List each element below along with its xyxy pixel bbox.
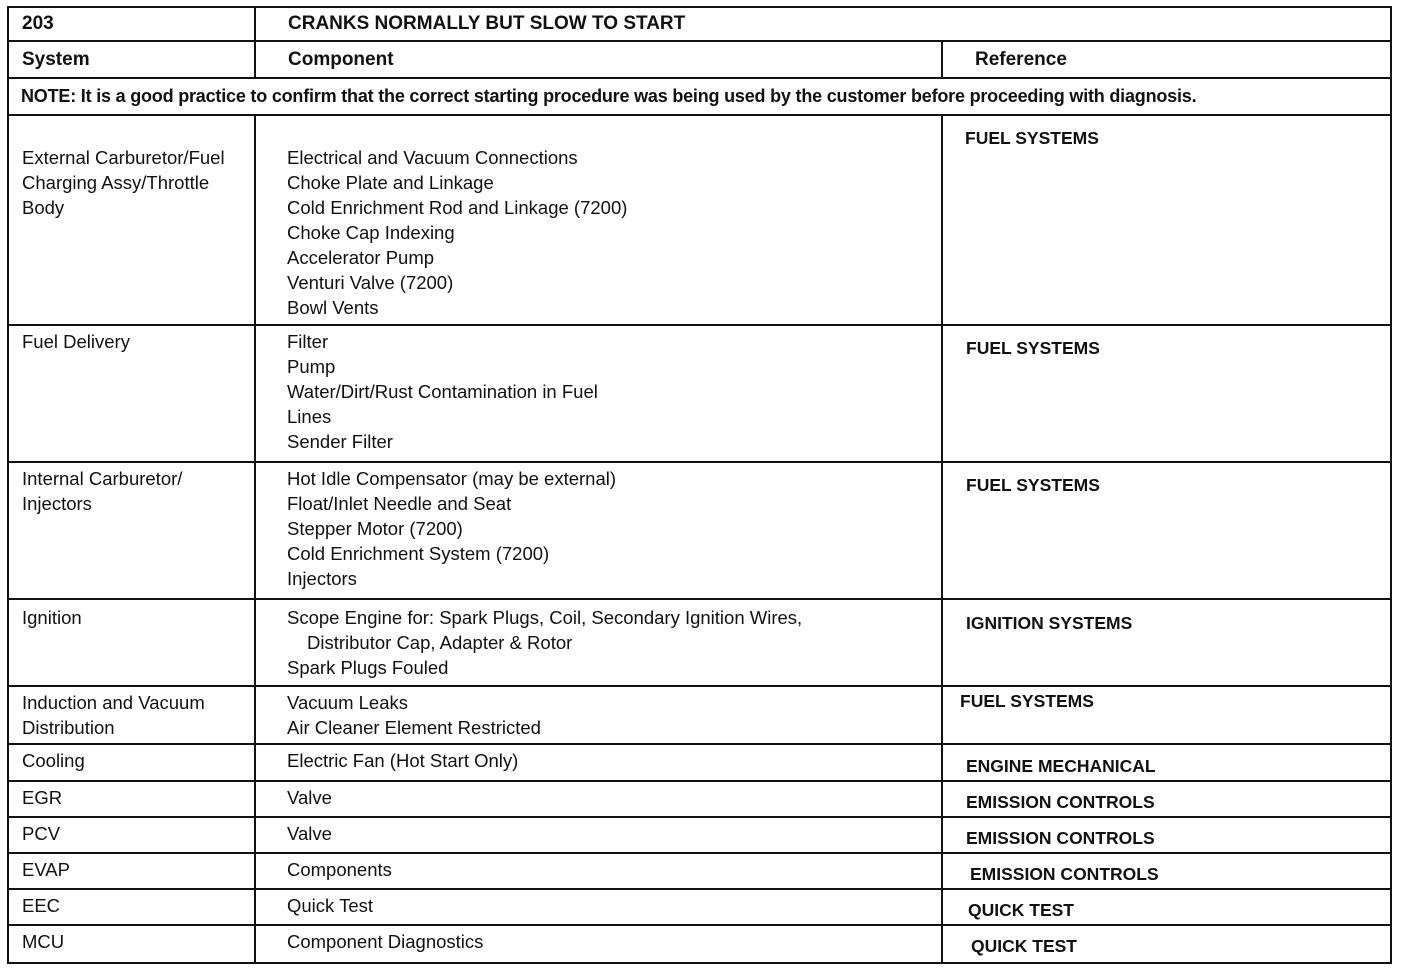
component-cell: Valve: [255, 781, 942, 817]
system-cell: Ignition: [8, 599, 255, 686]
table-row: [8, 744, 1391, 781]
note-text: NOTE: It is a good practice to confirm that the correct starting procedure was being used by the customer before proceeding with diagnosis.: [8, 78, 1391, 115]
component-cell: Scope Engine for: Spark Plugs, Coil, Secondary Ignition Wires, Distributor Cap, Adapter & Rotor Spark Plugs Fouled: [255, 599, 942, 686]
table-row: [8, 115, 1391, 325]
component-cell: Component Diagnostics: [255, 925, 942, 963]
system-cell: MCU: [8, 925, 255, 963]
note-row: [8, 78, 1391, 115]
title-row: [8, 7, 1391, 41]
component-cell: Quick Test: [255, 889, 942, 925]
column-header-row: [8, 41, 1391, 78]
reference-cell: FUEL SYSTEMS: [942, 686, 1391, 744]
table-row: [8, 817, 1391, 853]
reference-cell: EMISSION CONTROLS: [942, 853, 1391, 889]
system-cell: Cooling: [8, 744, 255, 781]
system-cell: Internal Carburetor/ Injectors: [8, 462, 255, 599]
page-title: CRANKS NORMALLY BUT SLOW TO START: [255, 7, 1391, 41]
reference-cell: FUEL SYSTEMS: [942, 462, 1391, 599]
component-cell: Vacuum Leaks Air Cleaner Element Restricted: [255, 686, 942, 744]
table-row: [8, 599, 1391, 686]
component-cell: Hot Idle Compensator (may be external) Float/Inlet Needle and Seat Stepper Motor (7200) Cold Enrichment System (7200) Injectors: [255, 462, 942, 599]
column-header-system: System: [8, 41, 255, 78]
system-cell: External Carburetor/Fuel Charging Assy/Throttle Body: [8, 115, 255, 325]
system-cell: EGR: [8, 781, 255, 817]
component-cell: Components: [255, 853, 942, 889]
reference-cell: QUICK TEST: [942, 889, 1391, 925]
column-header-component: Component: [255, 41, 942, 78]
system-cell: EVAP: [8, 853, 255, 889]
table-row: [8, 853, 1391, 889]
reference-cell: FUEL SYSTEMS: [942, 115, 1391, 325]
component-cell: Electric Fan (Hot Start Only): [255, 744, 942, 781]
table-row: [8, 462, 1391, 599]
system-cell: PCV: [8, 817, 255, 853]
reference-cell: EMISSION CONTROLS: [942, 817, 1391, 853]
column-header-reference: Reference: [942, 41, 1391, 78]
reference-cell: IGNITION SYSTEMS: [942, 599, 1391, 686]
table-row: [8, 925, 1391, 963]
table-row: [8, 686, 1391, 744]
component-cell: Electrical and Vacuum Connections Choke Plate and Linkage Cold Enrichment Rod and Linkage (7200) Choke Cap Indexing Accelerator Pump Venturi Valve (7200) Bowl Vents: [255, 115, 942, 325]
system-cell: EEC: [8, 889, 255, 925]
diagnosis-table: [7, 6, 1392, 964]
reference-cell: EMISSION CONTROLS: [942, 781, 1391, 817]
chart-code: 203: [8, 7, 255, 41]
component-cell: Valve: [255, 817, 942, 853]
reference-cell: ENGINE MECHANICAL: [942, 744, 1391, 781]
reference-cell: QUICK TEST: [942, 925, 1391, 963]
system-cell: Induction and Vacuum Distribution: [8, 686, 255, 744]
system-cell: Fuel Delivery: [8, 325, 255, 462]
component-cell: Filter Pump Water/Dirt/Rust Contamination in Fuel Lines Sender Filter: [255, 325, 942, 462]
table-row: [8, 889, 1391, 925]
reference-cell: FUEL SYSTEMS: [942, 325, 1391, 462]
table-row: [8, 781, 1391, 817]
table-row: [8, 325, 1391, 462]
